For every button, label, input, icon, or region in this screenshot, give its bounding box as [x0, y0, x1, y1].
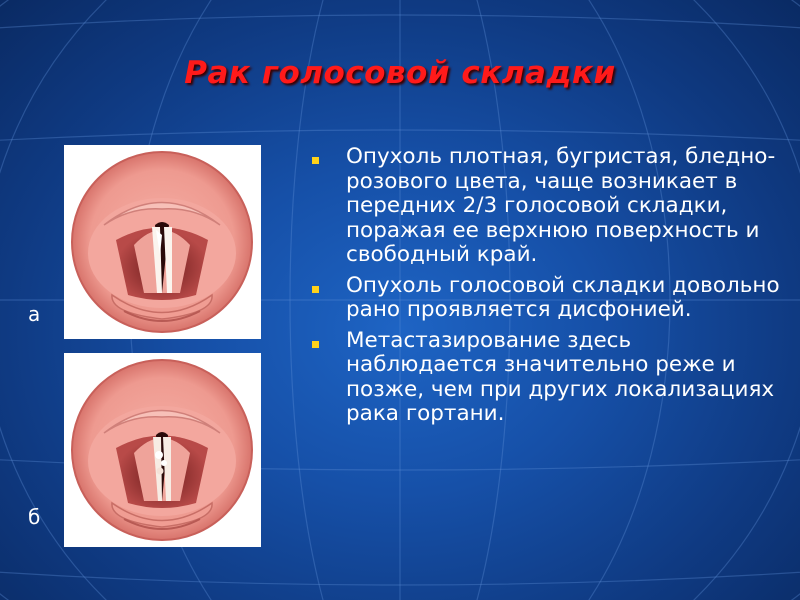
bullet-item — [312, 274, 782, 323]
bullet-text: Опухоль плотная, бугристая, бледно-розового цвета, чаще возникает в передних 2/3 голосовой складки, поражая ее верхнюю поверхность и свободный край. — [346, 144, 776, 267]
bullet-item — [312, 329, 782, 427]
image-label-a: а — [28, 302, 41, 326]
larynx-illustration-icon — [64, 145, 261, 339]
bullet-item — [312, 145, 782, 268]
image-label-b: б — [28, 505, 41, 529]
bullet-square-icon — [312, 157, 319, 164]
bullet-text: Опухоль голосовой складки довольно рано проявляется дисфонией. — [346, 272, 780, 322]
bullet-square-icon — [312, 341, 319, 348]
vocal-fold-image-a — [64, 145, 261, 339]
bullet-list — [312, 145, 782, 433]
bullet-text: Метастазирование здесь наблюдается значительно реже и позже, чем при других локализациях рака гортани. — [346, 327, 775, 426]
slide-title: Рак голосовой складки — [184, 55, 616, 91]
bullet-square-icon — [312, 286, 319, 293]
vocal-fold-image-b — [64, 353, 261, 547]
larynx-illustration-icon — [64, 353, 261, 547]
